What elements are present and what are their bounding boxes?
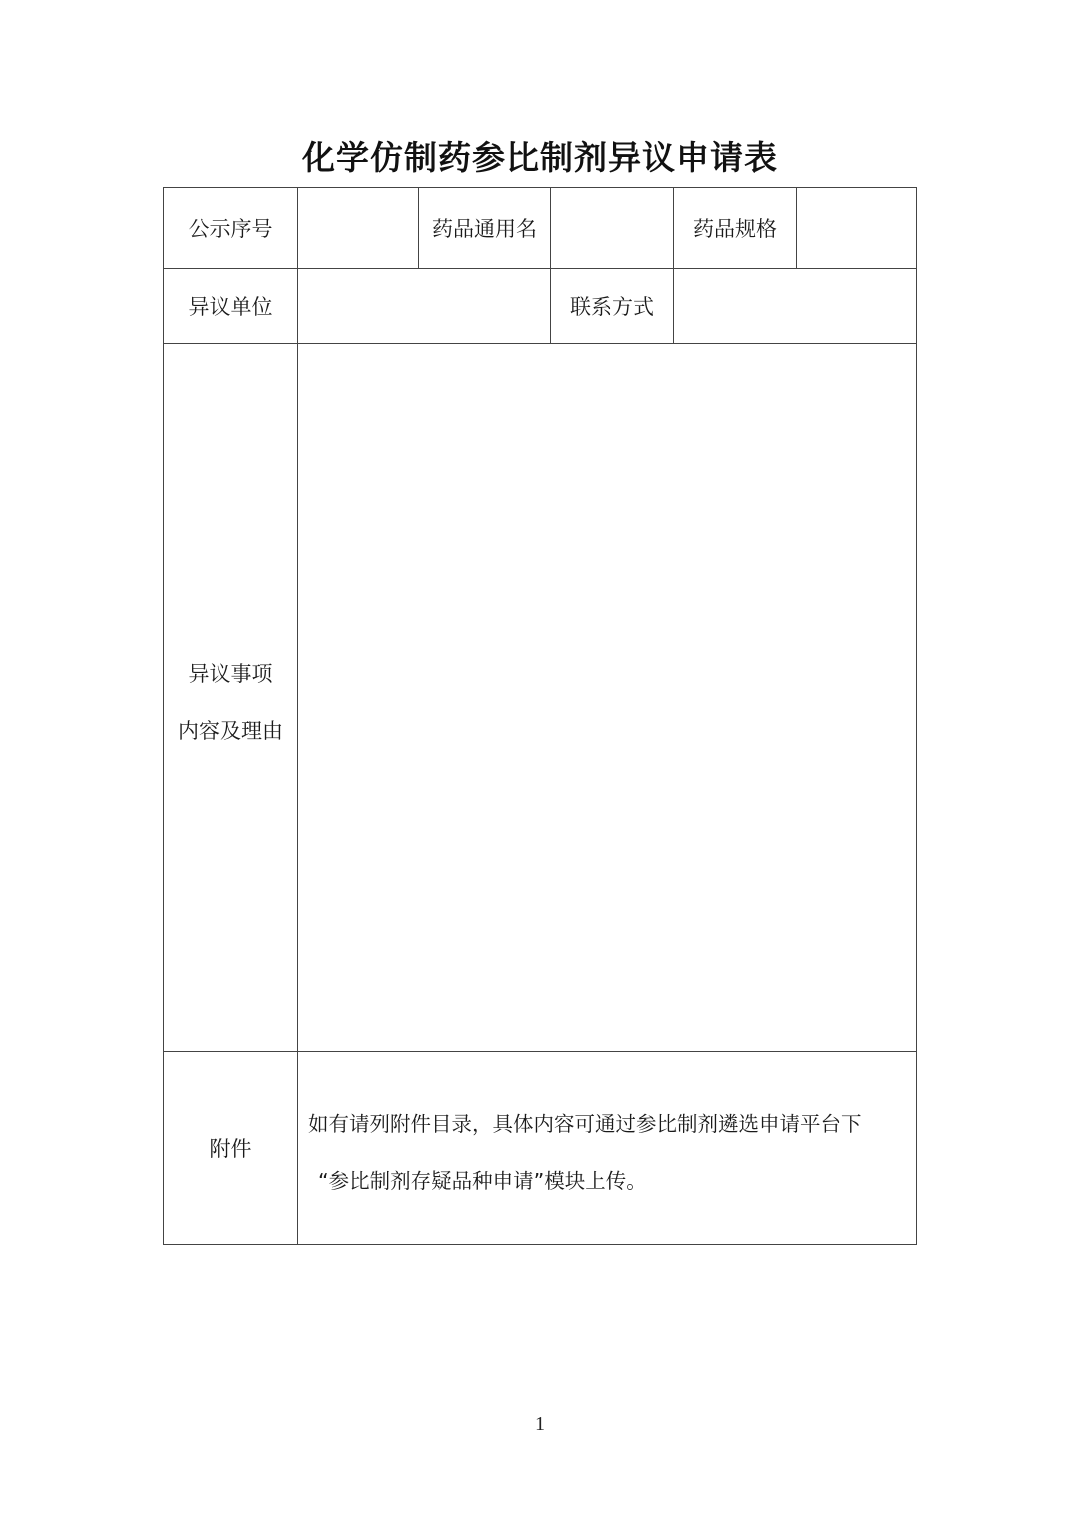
- label-drug-generic-name: 药品通用名: [432, 217, 537, 241]
- table-border-right: [916, 187, 917, 1245]
- contact-field[interactable]: [674, 269, 916, 343]
- objection-unit-field[interactable]: [298, 269, 550, 343]
- drug-spec-field[interactable]: [797, 188, 916, 268]
- drug-generic-name-field[interactable]: [551, 188, 673, 268]
- label-attachment: 附件: [209, 1137, 252, 1161]
- page-number: 1: [535, 1413, 545, 1435]
- label-objection-unit: 异议单位: [188, 295, 273, 319]
- label-public-seq: 公示序号: [188, 217, 273, 241]
- attachment-instruction-line1: 如有请列附件目录，具体内容可通过参比制剂遴选申请平台下: [308, 1112, 862, 1136]
- form-title: 化学仿制药参比制剂异议申请表: [302, 138, 778, 177]
- label-objection-content-line1: 异议事项: [188, 661, 273, 686]
- attachment-field[interactable]: [298, 1052, 916, 1244]
- label-objection-content: [164, 344, 297, 1051]
- label-objection-content-line2: 内容及理由: [178, 718, 283, 743]
- label-contact: 联系方式: [570, 295, 654, 319]
- label-drug-spec: 药品规格: [693, 217, 777, 241]
- objection-content-field[interactable]: [298, 344, 916, 1051]
- attachment-instruction-line2: “参比制剂存疑品种申请”模块上传。: [318, 1169, 647, 1193]
- public-seq-field[interactable]: [298, 188, 418, 268]
- table-border-bottom: [163, 1244, 917, 1245]
